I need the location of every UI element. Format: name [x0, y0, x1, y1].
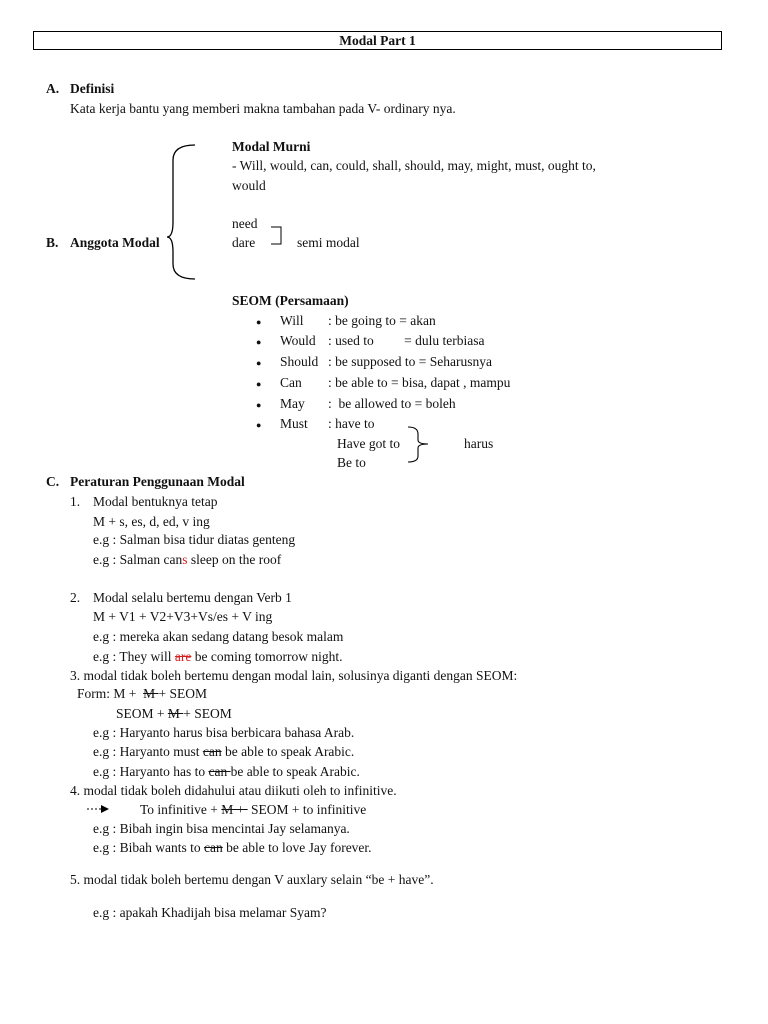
- bullet-icon: ●: [256, 358, 262, 368]
- bullet-icon: ●: [256, 337, 262, 347]
- harus-label: harus: [464, 436, 494, 451]
- seom-eq: : used to = dulu terbiasa: [328, 333, 485, 348]
- bullet-icon: ●: [256, 420, 262, 430]
- modal-murni-heading: Modal Murni: [232, 139, 311, 154]
- bullet-icon: ●: [256, 400, 262, 410]
- rule1-example-en: e.g : Salman cans sleep on the roof: [93, 552, 282, 567]
- rule2-num: 2.: [70, 590, 81, 605]
- rule3-example-en1: e.g : Haryanto must can be able to speak Arabic.: [93, 744, 355, 759]
- rule2-form: M + V1 + V2+V3+Vs/es + V ing: [93, 609, 273, 624]
- seom-word: Would: [280, 333, 316, 348]
- seom-eq: : be supposed to = Seharusnya: [328, 354, 492, 369]
- rule3-example-id: e.g : Haryanto harus bisa berbicara bahasa Arab.: [93, 725, 355, 740]
- modal-murni-line1: - Will, would, can, could, shall, should, may, might, must, ought to,: [232, 158, 596, 173]
- must-be-to: Be to: [337, 455, 366, 470]
- rule1-form: M + s, es, d, ed, v ing: [93, 514, 210, 529]
- seom-word: May: [280, 396, 305, 411]
- page-title: Modal Part 1: [33, 31, 722, 50]
- big-brace: [165, 142, 205, 282]
- section-a-label: A.: [46, 81, 60, 96]
- harus-brace: [402, 424, 438, 466]
- rule3-form2: SEOM + M + SEOM: [116, 706, 232, 721]
- semi-modal-label: semi modal: [297, 235, 360, 250]
- semi-dare: dare: [232, 235, 256, 250]
- seom-word: Will: [280, 313, 304, 328]
- seom-word: Must: [280, 416, 308, 431]
- section-c-heading: Peraturan Penggunaan Modal: [70, 474, 245, 489]
- rule1-num: 1.: [70, 494, 81, 509]
- bullet-icon: ●: [256, 317, 262, 327]
- rule2-title: Modal selalu bertemu dengan Verb 1: [93, 590, 292, 605]
- rule3-title: 3. modal tidak boleh bertemu dengan modal lain, solusinya diganti dengan SEOM:: [70, 668, 518, 683]
- seom-word: Should: [280, 354, 319, 369]
- small-brace: [268, 224, 288, 248]
- seom-eq: : be able to = bisa, dapat , mampu: [328, 375, 511, 390]
- rule4-example-en: e.g : Bibah wants to can be able to love Jay forever.: [93, 840, 372, 855]
- section-b-heading: Anggota Modal: [70, 235, 160, 250]
- section-b-label: B.: [46, 235, 59, 250]
- must-have-got-to: Have got to: [337, 436, 400, 451]
- seom-heading: SEOM (Persamaan): [232, 293, 349, 308]
- rule4-title: 4. modal tidak boleh didahului atau diikuti oleh to infinitive.: [70, 783, 397, 798]
- arrow-right-icon: [86, 804, 112, 814]
- rule5-example-id: e.g : apakah Khadijah bisa melamar Syam?: [93, 905, 327, 920]
- seom-eq: : be allowed to = boleh: [328, 396, 456, 411]
- modal-murni-line2: would: [232, 178, 266, 193]
- rule5-title: 5. modal tidak boleh bertemu dengan V auxlary selain “be + have”.: [70, 872, 434, 887]
- section-a-heading: Definisi: [70, 81, 115, 96]
- rule2-example-en: e.g : They will are be coming tomorrow night.: [93, 649, 343, 664]
- section-a-text: Kata kerja bantu yang memberi makna tambahan pada V- ordinary nya.: [70, 101, 456, 116]
- section-c-label: C.: [46, 474, 60, 489]
- rule3-form1: Form: M + M + SEOM: [77, 686, 208, 701]
- rule1-example-id: e.g : Salman bisa tidur diatas genteng: [93, 532, 296, 547]
- rule4-example-id: e.g : Bibah ingin bisa mencintai Jay selamanya.: [93, 821, 350, 836]
- rule4-form: To infinitive + M + SEOM + to infinitive: [140, 802, 367, 817]
- seom-eq: : have to: [328, 416, 375, 431]
- rule1-title: Modal bentuknya tetap: [93, 494, 218, 509]
- rule3-example-en2: e.g : Haryanto has to can be able to speak Arabic.: [93, 764, 360, 779]
- semi-need: need: [232, 216, 258, 231]
- rule2-example-id: e.g : mereka akan sedang datang besok malam: [93, 629, 344, 644]
- seom-word: Can: [280, 375, 302, 390]
- seom-eq: : be going to = akan: [328, 313, 436, 328]
- bullet-icon: ●: [256, 379, 262, 389]
